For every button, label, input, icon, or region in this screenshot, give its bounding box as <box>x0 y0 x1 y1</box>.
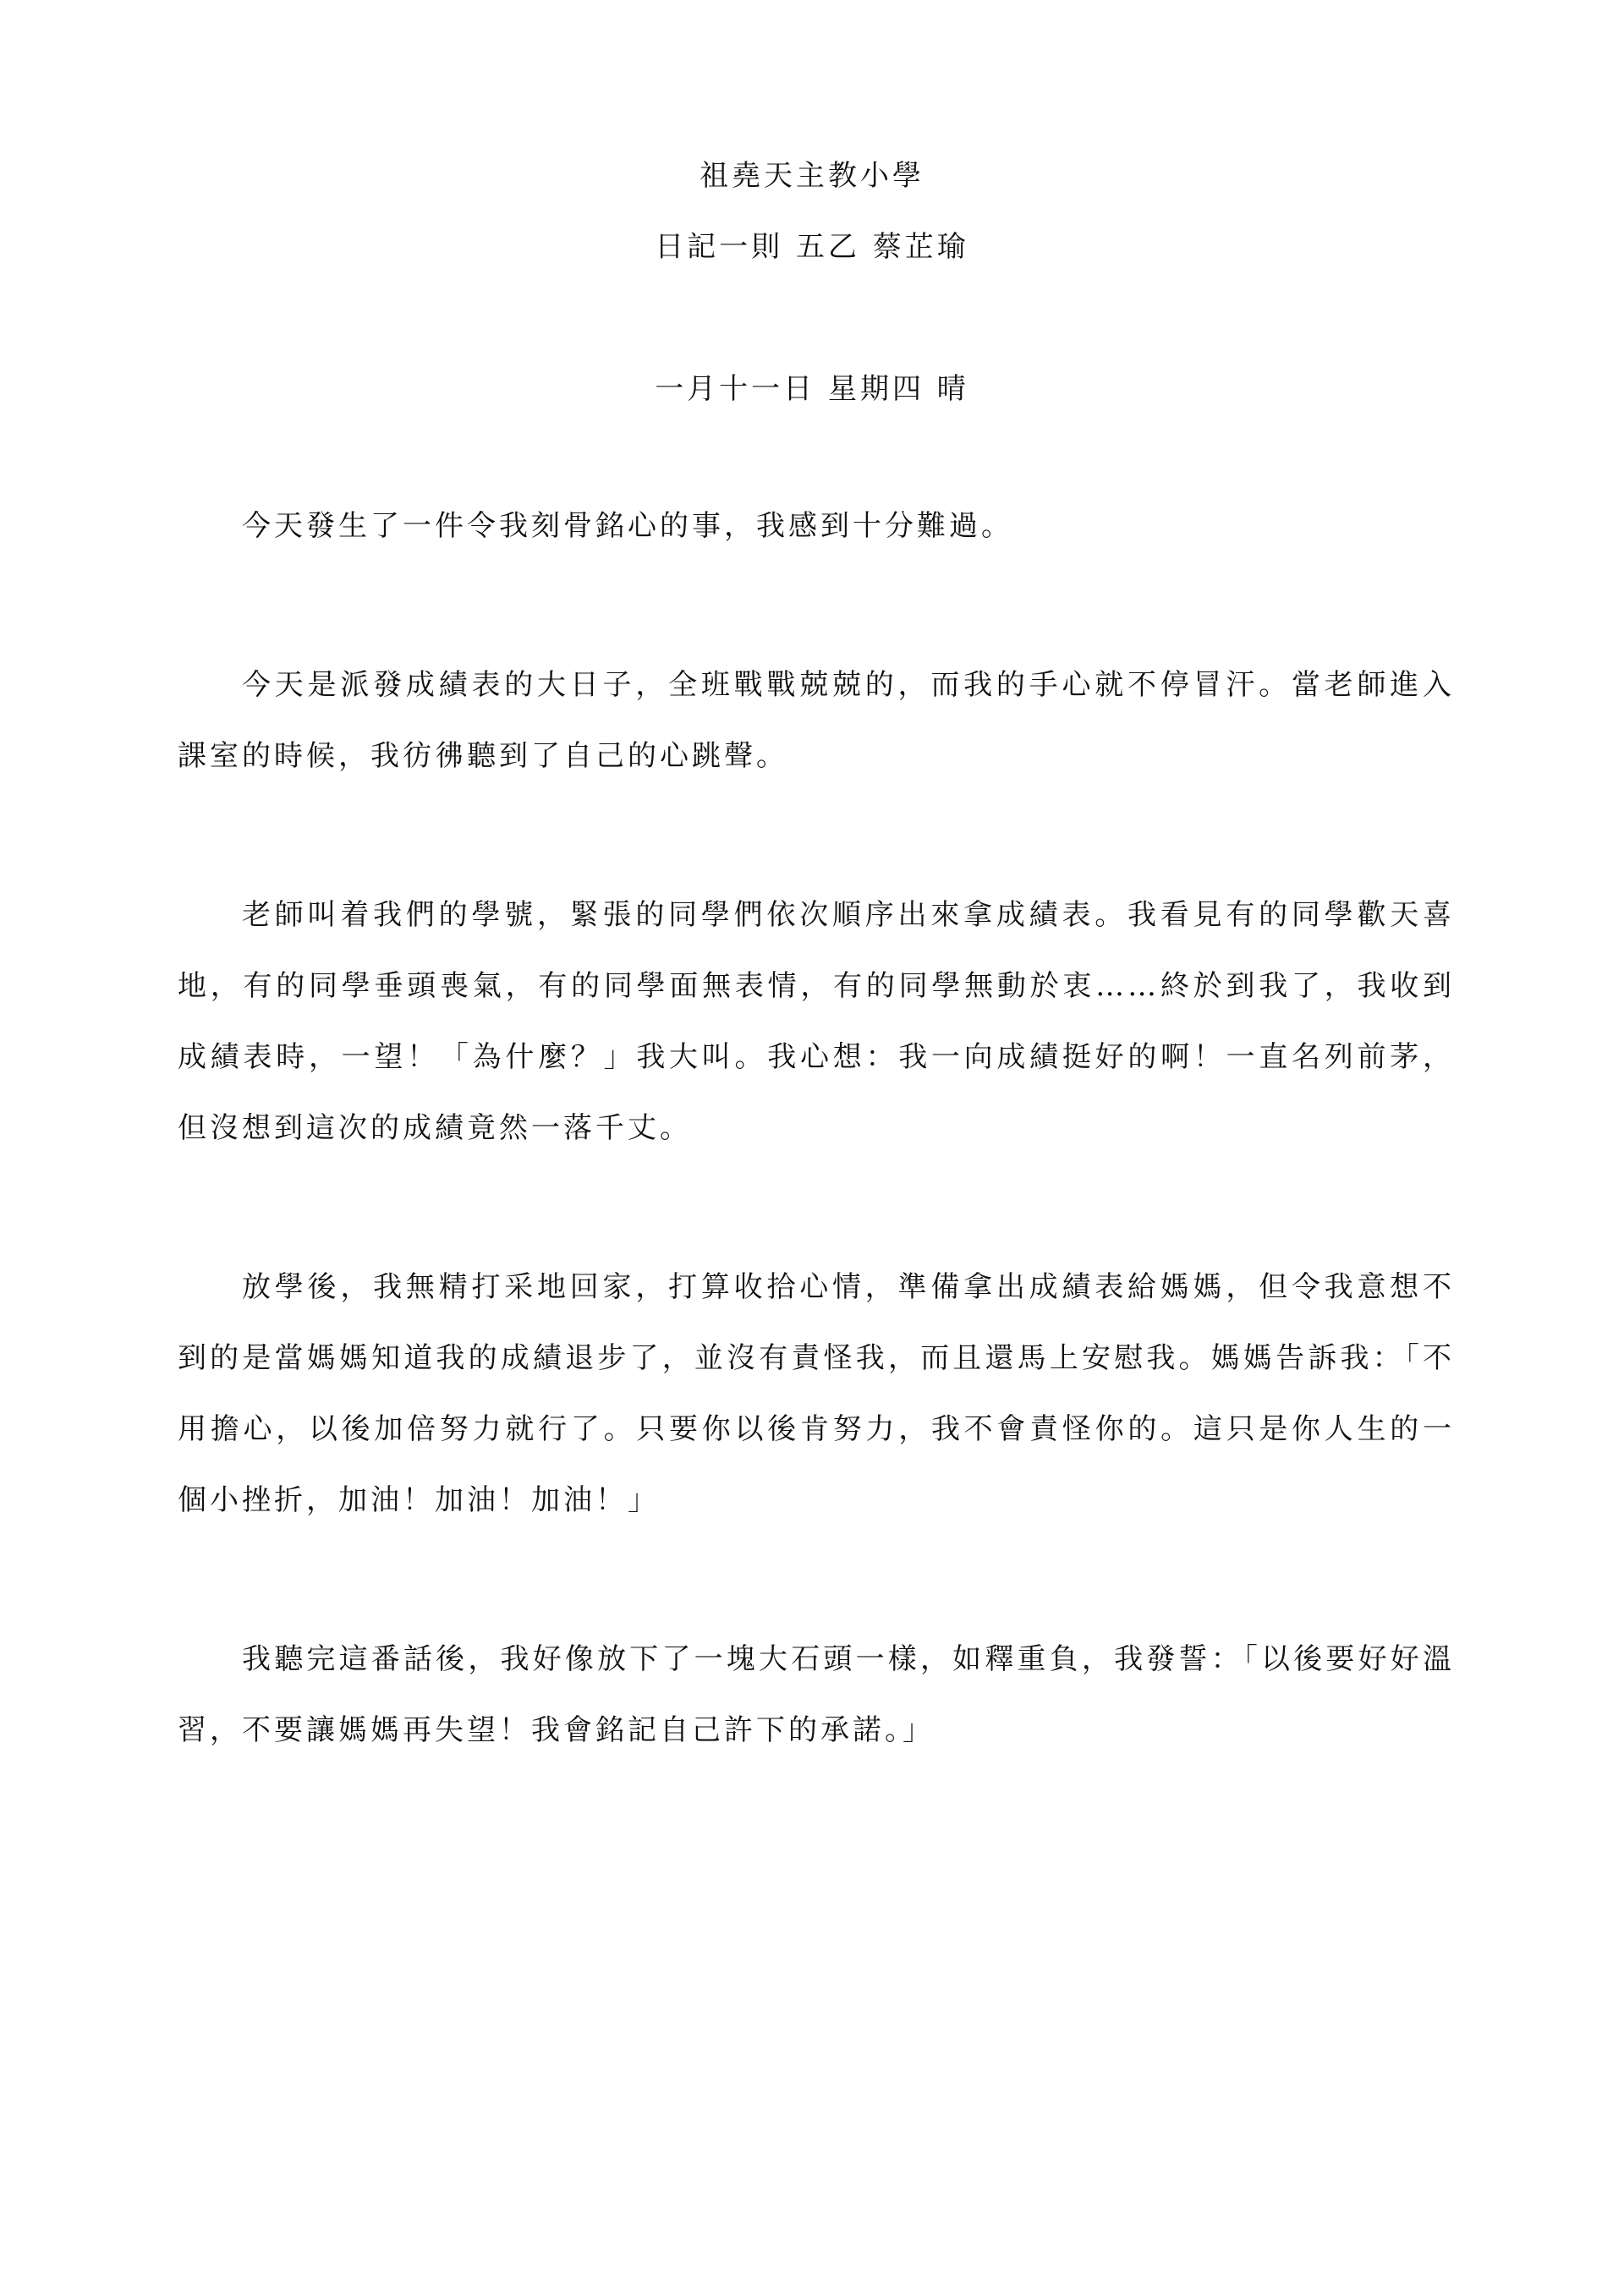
paragraph: 今天是派發成績表的大日子，全班戰戰兢兢的，而我的手心就不停冒汗。當老師進入課室的時候，我彷彿聽到了自己的心跳聲。 <box>178 668 1455 773</box>
diary-date: 一月十一日 星期四 晴 <box>655 372 969 406</box>
diary-body <box>178 490 1455 1854</box>
paragraph: 放學後，我無精打采地回家，打算收拾心情，準備拿出成績表給媽媽，但令我意想不到的是當媽媽知道我的成績退步了，並沒有責怪我，而且還馬上安慰我。媽媽告訴我：「不用擔心，以後加倍努力就行了。只要你以後肯努力，我不會責怪你的。這只是你人生的一個小挫折，加油！加油！加油！」 <box>178 1270 1455 1517</box>
school-name: 祖堯天主教小學 <box>700 159 924 193</box>
paragraph: 今天發生了一件令我刻骨銘心的事，我感到十分難過。 <box>242 509 1013 543</box>
diary-byline: 日記一則 五乙 蔡芷瑜 <box>655 230 969 264</box>
paragraph: 老師叫着我們的學號，緊張的同學們依次順序出來拿成績表。我看見有的同學歡天喜地，有的同學垂頭喪氣，有的同學面無表情，有的同學無動於衷……終於到我了，我收到成績表時，一望！「為什麼？」我大叫。我心想：我一向成績挺好的啊！一直名列前茅，但沒想到這次的成績竟然一落千丈。 <box>178 898 1455 1145</box>
paragraph: 我聽完這番話後，我好像放下了一塊大石頭一樣，如釋重負，我發誓：「以後要好好溫習，不要讓媽媽再失望！我會銘記自己許下的承諾。」 <box>178 1642 1455 1747</box>
